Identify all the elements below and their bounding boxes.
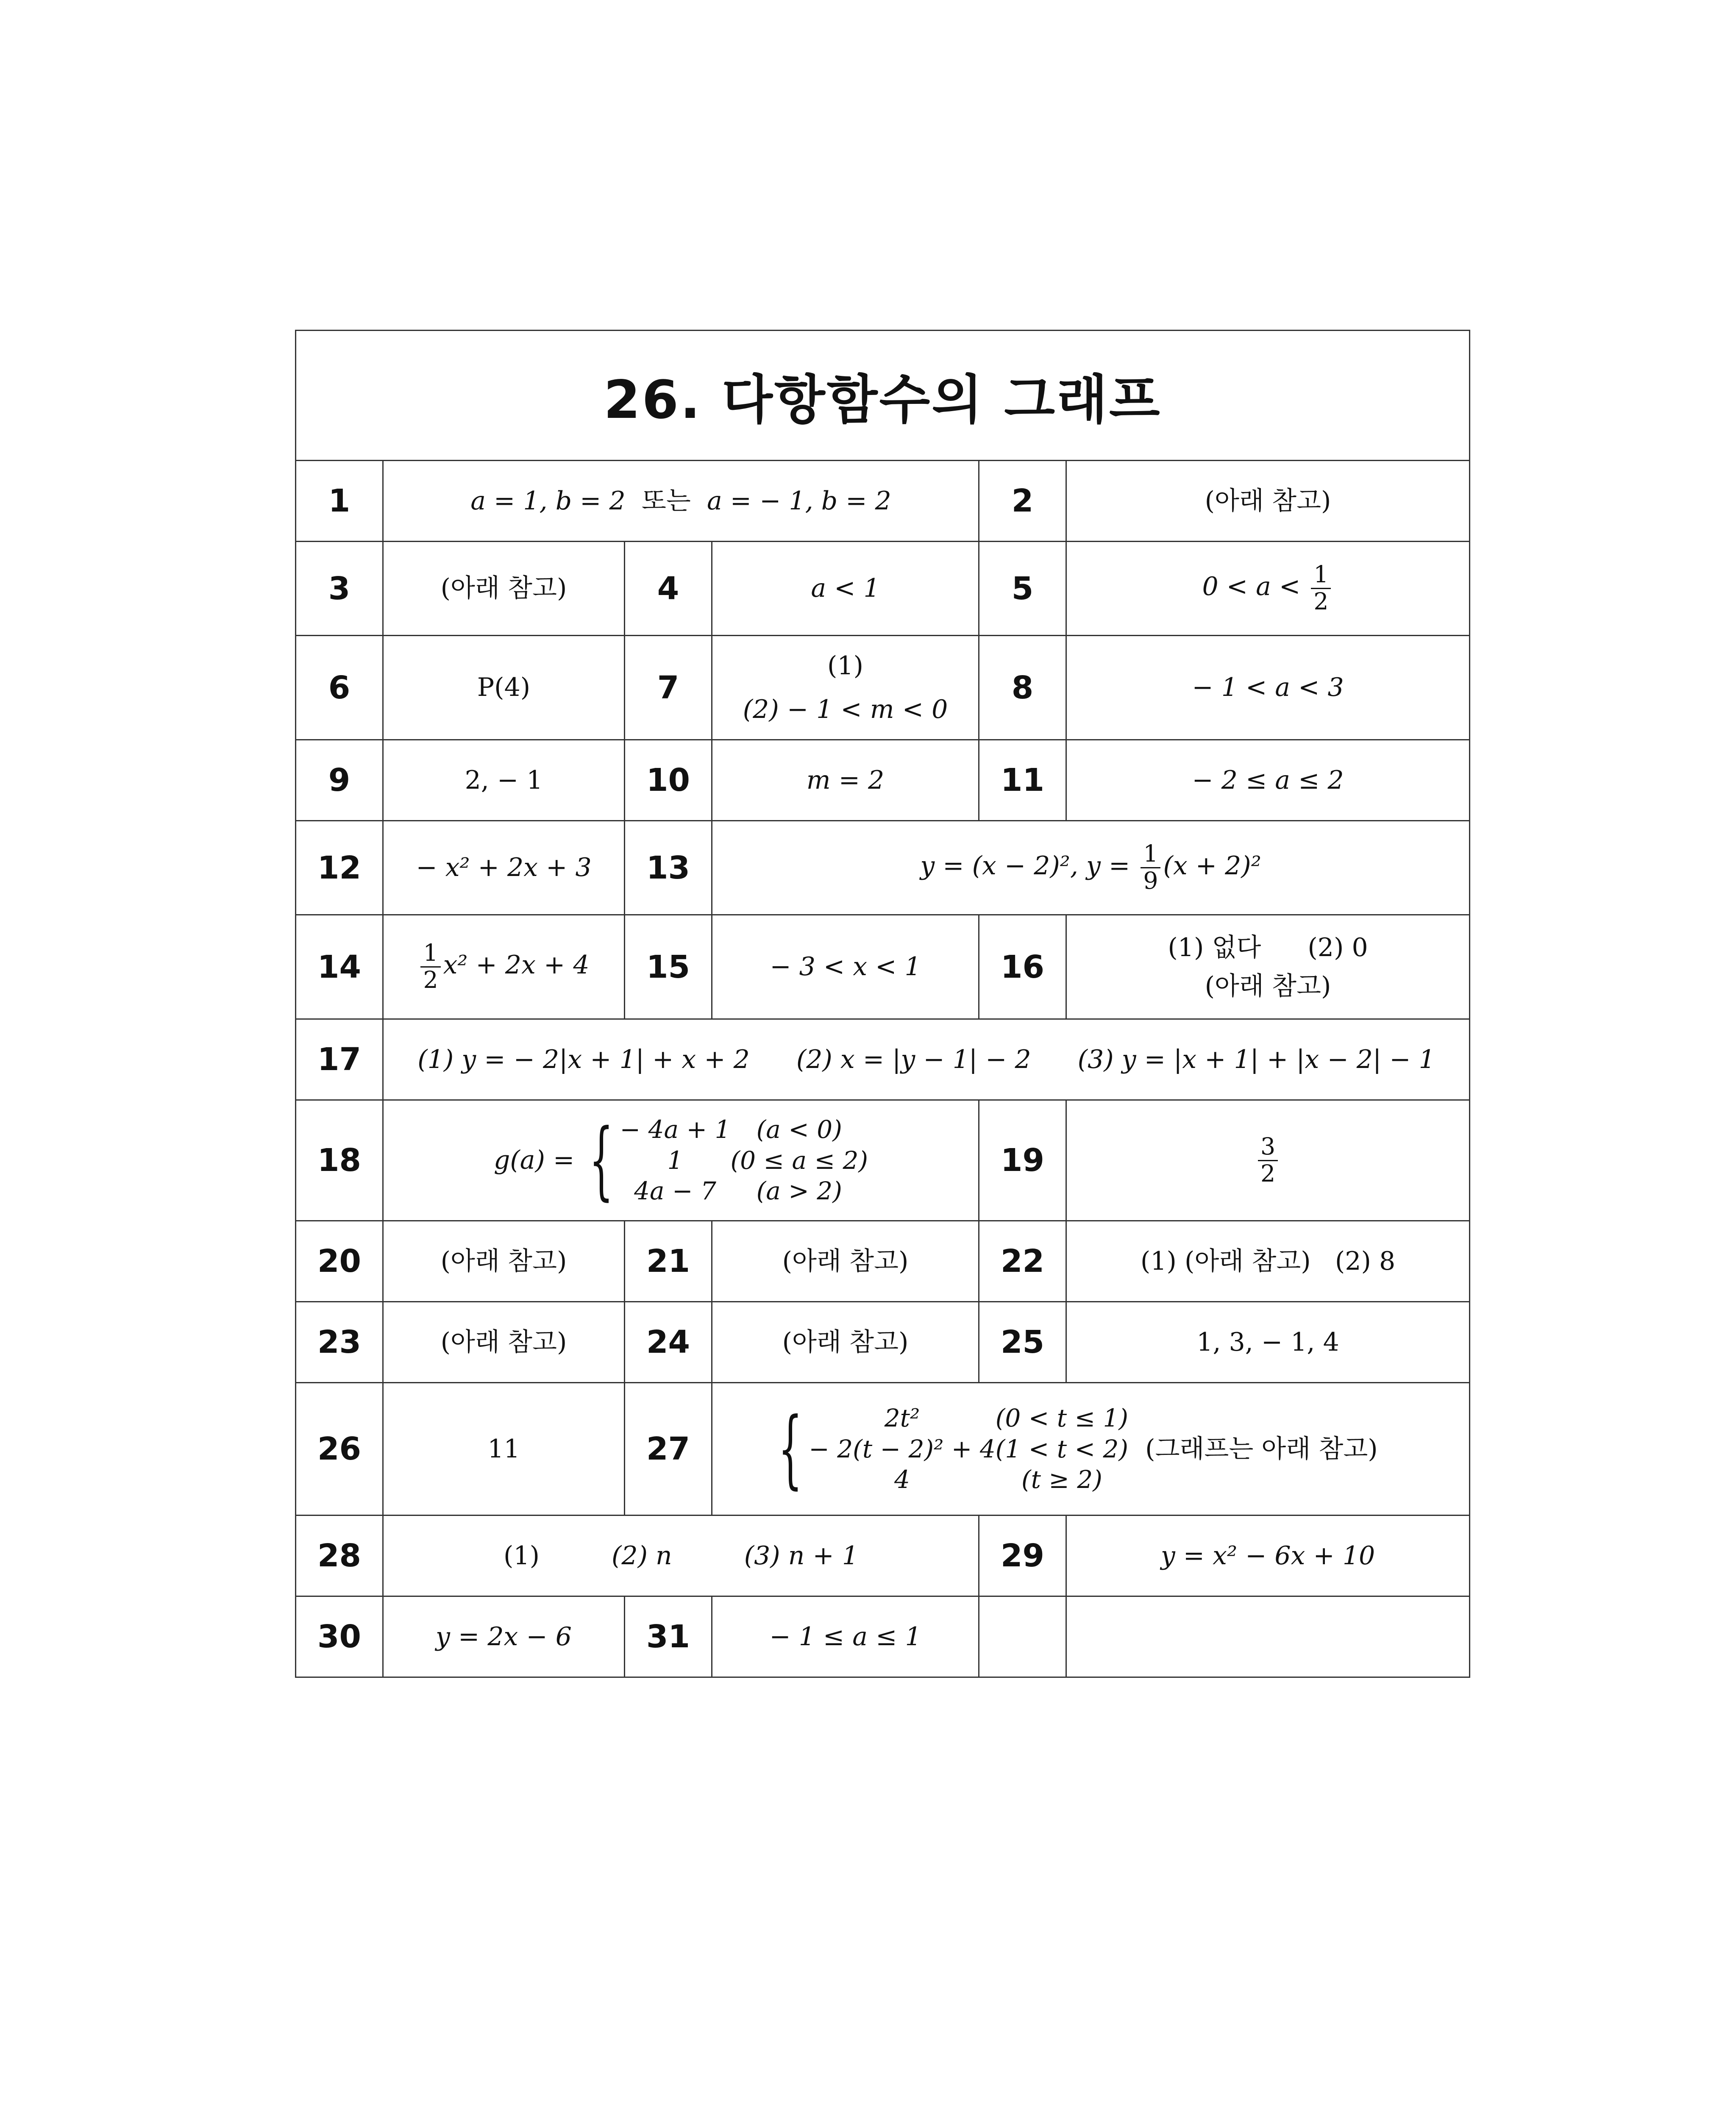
left-brace: { — [589, 1111, 614, 1210]
empty-cell — [1066, 1596, 1470, 1677]
answer-19 — [1066, 1100, 1470, 1221]
q-number: 26 — [296, 1383, 383, 1516]
answer-5: 0 < a < $\frac{1}{2}$ — [1066, 542, 1470, 636]
answer-29: y = x² − 6x + 10 — [1066, 1516, 1470, 1596]
fraction: $\frac{1}{2}$ — [1311, 562, 1331, 615]
answer-18: g(a) = { − 4a + 1 (a < 0) 1 (0 ≤ a ≤ 2) 4a − 7 (a > 2) — [383, 1100, 979, 1221]
q-number: 4 — [625, 542, 712, 636]
q-number: 16 — [979, 915, 1066, 1019]
left-brace: { — [778, 1399, 803, 1498]
q-number: 5 — [979, 542, 1066, 636]
q-number: 27 — [625, 1383, 712, 1516]
answer-23: (아래 참고) — [383, 1302, 625, 1383]
answer-12: − x² + 2x + 3 — [383, 821, 625, 915]
answer-17: (1) y = − 2|x + 1| + x + 2 (2) x = |y − 1| − 2 (3) y = |x + 1| + |x − 2| − 1 — [383, 1019, 1470, 1100]
piecewise-cases: − 4a + 1 (a < 0) 1 (0 ≤ a ≤ 2) 4a − 7 (a > 2) — [620, 1115, 868, 1206]
answer-6: P(4) — [383, 636, 625, 740]
fraction: $\frac{1}{2}$ — [420, 940, 440, 993]
q-number: 13 — [625, 821, 712, 915]
q-number: 30 — [296, 1596, 383, 1677]
q-number: 11 — [979, 740, 1066, 821]
answer-1: a = 1, b = 2 또는 a = − 1, b = 2 — [383, 461, 979, 542]
answer-3: (아래 참고) — [383, 542, 625, 636]
answer-24: (아래 참고) — [712, 1302, 979, 1383]
page-title: 26. 다항함수의 그래프 — [296, 331, 1470, 461]
q-number: 2 — [979, 461, 1066, 542]
answer-9: 2, − 1 — [383, 740, 625, 821]
answer-2: (아래 참고) — [1066, 461, 1470, 542]
piecewise-cases: 2t² (0 < t ≤ 1) − 2(t − 2)² + 4 (1 < t < 2) 4 (t ≥ 2) — [809, 1404, 1129, 1494]
q-number: 25 — [979, 1302, 1066, 1383]
q-number: 3 — [296, 542, 383, 636]
q-number: 9 — [296, 740, 383, 821]
empty-cell — [979, 1596, 1066, 1677]
answer-25: 1, 3, − 1, 4 — [1066, 1302, 1470, 1383]
answer-21: (아래 참고) — [712, 1221, 979, 1302]
answer-15: − 3 < x < 1 — [712, 915, 979, 1019]
q-number: 23 — [296, 1302, 383, 1383]
q-number: 17 — [296, 1019, 383, 1100]
q-number: 28 — [296, 1516, 383, 1596]
q-number: 31 — [625, 1596, 712, 1677]
answer-20: (아래 참고) — [383, 1221, 625, 1302]
q-number: 18 — [296, 1100, 383, 1221]
answer-16: (1) 없다 (2) 0 (아래 참고) — [1066, 915, 1470, 1019]
q-number: 22 — [979, 1221, 1066, 1302]
answer-31: − 1 ≤ a ≤ 1 — [712, 1596, 979, 1677]
q-number: 24 — [625, 1302, 712, 1383]
q-number: 8 — [979, 636, 1066, 740]
answer-22: (1) (아래 참고) (2) 8 — [1066, 1221, 1470, 1302]
answer-27: { 2t² (0 < t ≤ 1) − 2(t − 2)² + 4 (1 < t < 2) 4 (t ≥ 2)(그래프는 아래 참고) — [712, 1383, 1470, 1516]
answer-4: a < 1 — [712, 542, 979, 636]
q-number: 7 — [625, 636, 712, 740]
answer-11: − 2 ≤ a ≤ 2 — [1066, 740, 1470, 821]
q-number: 29 — [979, 1516, 1066, 1596]
fraction: $\frac{3}{2}$ — [1258, 1134, 1278, 1187]
answer-8: − 1 < a < 3 — [1066, 636, 1470, 740]
answer-7: (1) (2) − 1 < m < 0 — [712, 636, 979, 740]
answer-10: m = 2 — [712, 740, 979, 821]
fraction: $\frac{1}{9}$ — [1141, 841, 1160, 894]
answer-26: 11 — [383, 1383, 625, 1516]
answer-14: $\frac{1}{2}$ x² + 2x + 4 — [383, 915, 625, 1019]
q-number: 20 — [296, 1221, 383, 1302]
answer-28: (1) (2) n (3) n + 1 — [383, 1516, 979, 1596]
q-number: 1 — [296, 461, 383, 542]
q-number: 14 — [296, 915, 383, 1019]
q-number: 21 — [625, 1221, 712, 1302]
answer-30: y = 2x − 6 — [383, 1596, 625, 1677]
q-number: 12 — [296, 821, 383, 915]
answer-13: y = (x − 2)², y = $\frac{1}{9}$ (x + 2)² — [712, 821, 1470, 915]
q-number: 10 — [625, 740, 712, 821]
q-number: 6 — [296, 636, 383, 740]
q-number: 15 — [625, 915, 712, 1019]
q-number: 19 — [979, 1100, 1066, 1221]
answer-table — [295, 330, 1470, 1678]
